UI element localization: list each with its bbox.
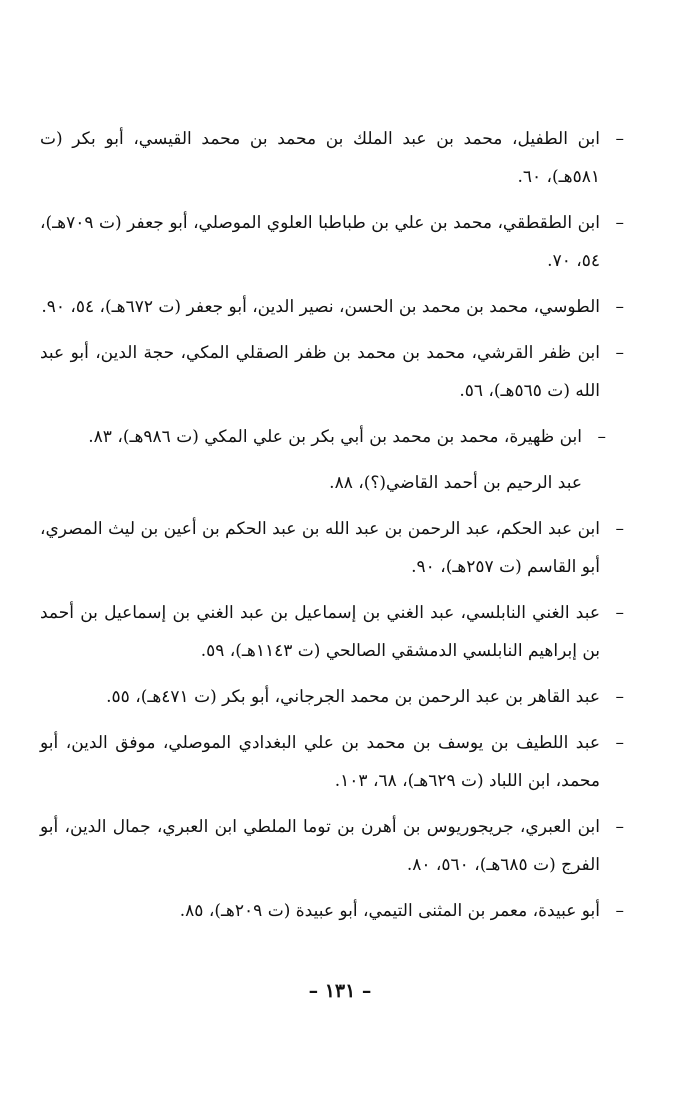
index-entry	[40, 334, 624, 410]
index-entry	[40, 418, 624, 456]
entry-dash: –	[615, 817, 624, 837]
entry-text: ابن الطقطقي، محمد بن علي بن طباطبا العلوي الموصلي، أبو جعفر (ت ٧٠٩هـ)، ٥٤، ٧٠.	[40, 213, 600, 271]
entry-dash: –	[615, 733, 624, 753]
entry-dash: –	[615, 297, 624, 317]
index-entry	[40, 510, 624, 586]
entry-dash: –	[615, 901, 624, 921]
index-entry	[40, 594, 624, 670]
entry-text: عبد اللطيف بن يوسف بن محمد بن علي البغدادي الموصلي، موفق الدين، أبو محمد، ابن اللباد (ت ٦٢٩هـ)، ٦٨، ١٠٣.	[40, 733, 600, 791]
index-entry	[40, 808, 624, 884]
index-entry	[40, 204, 624, 280]
page-number: – ١٣١ –	[308, 980, 372, 1002]
entry-text: ابن ظهيرة، محمد بن محمد بن أبي بكر بن علي المكي (ت ٩٨٦هـ)، ٨٣.	[88, 427, 582, 447]
entry-dash: –	[615, 519, 624, 539]
entry-text: أبو عبيدة، معمر بن المثنى التيمي، أبو عبيدة (ت ٢٠٩هـ)، ٨٥.	[179, 901, 600, 921]
entry-text: ابن ظفر القرشي، محمد بن محمد بن ظفر الصقلي المكي، حجة الدين، أبو عبد الله (ت ٥٦٥هـ)، ٥٦.	[40, 343, 600, 401]
entry-text: الطوسي، محمد بن محمد بن الحسن، نصير الدين، أبو جعفر (ت ٦٧٢هـ)، ٥٤، ٩٠.	[41, 297, 600, 317]
entry-text: عبد الغني النابلسي، عبد الغني بن إسماعيل بن عبد الغني بن إسماعيل بن أحمد بن إبراهيم النابلسي الدمشقي الصالحي (ت ١١٤٣هـ)، ٥٩.	[40, 603, 600, 661]
index-entry	[40, 678, 624, 716]
index-entry	[40, 120, 624, 196]
index-entries	[40, 120, 624, 938]
entry-dash: –	[597, 427, 606, 447]
entry-dash: –	[615, 687, 624, 707]
entry-dash: –	[615, 213, 624, 233]
entry-dash: –	[615, 129, 624, 149]
entry-text: ابن الطفيل، محمد بن عبد الملك بن محمد بن محمد القيسي، أبو بكر (ت ٥٨١هـ)، ٦٠.	[40, 129, 600, 187]
index-entry	[40, 288, 624, 326]
entry-text: عبد الرحيم بن أحمد القاضي(؟)، ٨٨.	[329, 473, 582, 493]
entry-text: ابن العبري، جريجوريوس بن أهرن بن توما الملطي ابن العبري، جمال الدين، أبو الفرج (ت ٦٨٥هـ)، ٥٦٠، ٨٠.	[40, 817, 600, 875]
index-entry	[40, 724, 624, 800]
entry-text: ابن عبد الحكم، عبد الرحمن بن عبد الله بن عبد الحكم بن أعين بن ليث المصري، أبو القاسم (ت ٢٥٧هـ)، ٩٠.	[40, 519, 600, 577]
entry-text: عبد القاهر بن عبد الرحمن بن محمد الجرجاني، أبو بكر (ت ٤٧١هـ)، ٥٥.	[106, 687, 600, 707]
index-entry	[40, 892, 624, 930]
index-entry	[40, 464, 624, 502]
entry-dash: –	[615, 603, 624, 623]
entry-dash: –	[615, 343, 624, 363]
